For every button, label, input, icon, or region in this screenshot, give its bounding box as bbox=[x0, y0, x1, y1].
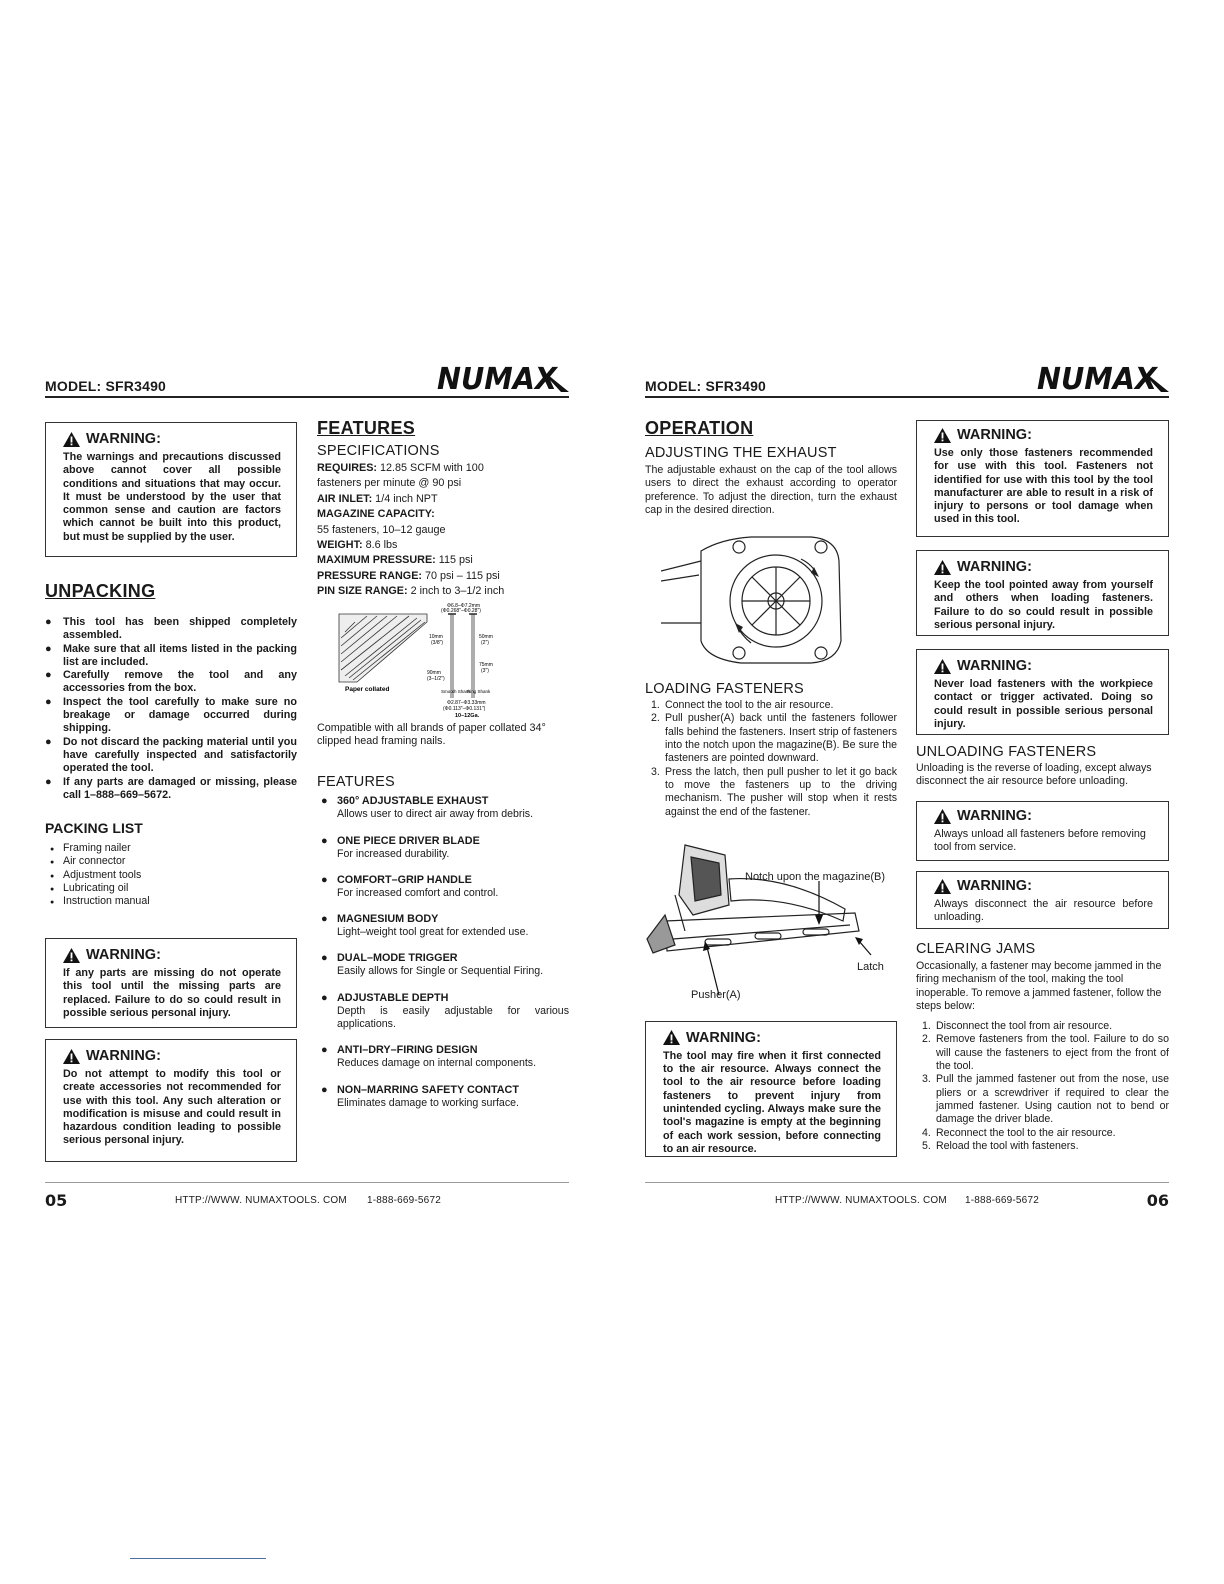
jams-text: Occasionally, a fastener may become jammed in the firing mechanism of the tool, making the tool inoperable. To remove a jammed fastener, follow the steps below: bbox=[916, 960, 1162, 1012]
nail-label: Φ6.8–Φ7.2mm bbox=[447, 602, 480, 609]
list-item: 1. Disconnect the tool from air resource. bbox=[922, 1020, 1113, 1033]
section-title-specifications: SPECIFICATIONS bbox=[317, 443, 440, 459]
list-item: ● Carefully remove the tool and any accessories from the box. bbox=[45, 669, 297, 696]
warning-box-missing-parts bbox=[45, 938, 297, 1028]
exhaust-cap-illustration bbox=[661, 531, 871, 669]
list-item: ● Lubricating oil bbox=[45, 882, 297, 895]
feature-item: ● NON–MARRING SAFETY CONTACT Eliminates damage to working surface. bbox=[317, 1084, 569, 1110]
warning-icon bbox=[63, 1049, 80, 1064]
warning-icon bbox=[934, 560, 951, 575]
loading-steps bbox=[645, 699, 897, 819]
warning-text: Do not attempt to modify this tool or create accessories not recommended for use with this tool. Any such alteration or modification is misuse and could result in hazardous condition leading to possible serious personal injury. bbox=[63, 1068, 281, 1147]
phone-number: 1-888-669-5672 bbox=[965, 1195, 1039, 1206]
warning-icon bbox=[934, 428, 951, 443]
section-title-loading-fasteners: LOADING FASTENERS bbox=[645, 681, 804, 698]
nail-label: (2") bbox=[481, 639, 489, 646]
clearing-jams-section bbox=[916, 941, 1169, 1153]
list-item: ● This tool has been shipped completely assembled. bbox=[45, 616, 297, 643]
warning-title: WARNING: bbox=[86, 431, 161, 447]
warning-box-disconnect bbox=[916, 871, 1169, 929]
warning-box-never-load bbox=[916, 649, 1169, 735]
website-link[interactable]: HTTP://WWW. NUMAXTOOLS. COM bbox=[775, 1195, 947, 1206]
feature-item: ● MAGNESIUM BODY Light–weight tool great for extended use. bbox=[317, 913, 569, 939]
feature-item: ● ADJUSTABLE DEPTH Depth is easily adjustable for various applications. bbox=[317, 992, 569, 1032]
spec-row: MAXIMUM PRESSURE: 115 psi bbox=[317, 554, 473, 567]
feature-item: ● DUAL–MODE TRIGGER Easily allows for Single or Sequential Firing. bbox=[317, 952, 569, 978]
page-footer bbox=[645, 1182, 1169, 1213]
section-title-packing-list: PACKING LIST bbox=[45, 820, 143, 837]
feature-item: ● 360° ADJUSTABLE EXHAUST Allows user to direct air away from debris. bbox=[317, 795, 569, 821]
list-item: 3. Press the latch, then pull pusher to let it go back to move the fasteners up to the driving mechanism. The pusher will stop when it rests against the end of the fastener. bbox=[651, 765, 897, 818]
nail-diagram bbox=[317, 602, 569, 718]
spec-row: REQUIRES: 12.85 SCFM with 100 bbox=[317, 462, 484, 474]
nail-label: Φ2.87–Φ3.33mm bbox=[447, 699, 486, 706]
feature-item: ● ANTI–DRY–FIRING DESIGN Reduces damage on internal components. bbox=[317, 1044, 569, 1070]
spec-row: WEIGHT: 8.6 lbs bbox=[317, 539, 398, 552]
nail-label: (3–1/2") bbox=[427, 675, 445, 682]
spec-row: 55 fasteners, 10–12 gauge bbox=[317, 523, 446, 536]
list-item: ● Make sure that all items listed in the packing list are included. bbox=[45, 643, 297, 670]
warning-box-recommended-fasteners bbox=[916, 420, 1169, 537]
exhaust-text: The adjustable exhaust on the cap of the tool allows users to direct the exhaust according to operator preference. To adjust the direction, turn the exhaust cap in the desired direction. bbox=[645, 464, 897, 516]
warning-text: The tool may fire when it first connected to the air resource. Always connect the tool to the air resource before loading fasteners to prevent injury from unintended cycling. Always make sure the tool's magazine is empty at the beginning of each work session, before connecting to an air resource. bbox=[663, 1049, 881, 1155]
page-number: 05 bbox=[45, 1191, 68, 1210]
warning-box-pointed-away bbox=[916, 550, 1169, 636]
numax-logo bbox=[1037, 362, 1169, 396]
website-link[interactable]: HTTP://WWW. NUMAXTOOLS. COM bbox=[175, 1195, 347, 1206]
svg-text:NUMAX: NUMAX bbox=[437, 362, 559, 396]
nail-label: 75mm bbox=[479, 661, 493, 668]
list-item: ● Framing nailer bbox=[45, 842, 297, 855]
latch-label: Latch bbox=[857, 960, 884, 973]
list-item: 3. Pull the jammed fastener out from the nose, use pliers or a screwdriver if required to clear the jammed fastener. Using caution not to bend or damage the driver blade. bbox=[922, 1073, 1169, 1126]
model-label: MODEL: SFR3490 bbox=[45, 378, 167, 394]
warning-box-fire bbox=[645, 1021, 897, 1157]
numax-logo bbox=[437, 362, 569, 396]
nail-label: (3/8") bbox=[431, 639, 444, 646]
page-06 bbox=[645, 360, 1169, 1210]
nail-label: 10–12Ga. bbox=[455, 712, 480, 718]
jams-steps bbox=[916, 1020, 1169, 1153]
warning-icon bbox=[934, 879, 951, 894]
warning-title: WARNING: bbox=[686, 1029, 761, 1046]
nail-label: 90mm bbox=[427, 669, 441, 676]
page-footer bbox=[45, 1182, 569, 1213]
spec-row: fasteners per minute @ 90 psi bbox=[317, 477, 462, 490]
warning-title: WARNING: bbox=[957, 808, 1032, 824]
warning-icon bbox=[934, 809, 951, 824]
feature-item: ● COMFORT–GRIP HANDLE For increased comfort and control. bbox=[317, 874, 569, 900]
unloading-text: Unloading is the reverse of loading, except always disconnect the air resource before unloading. bbox=[916, 762, 1152, 788]
page-number: 06 bbox=[1146, 1191, 1169, 1210]
unloading-section bbox=[916, 744, 1169, 789]
list-item: ● Adjustment tools bbox=[45, 869, 297, 882]
nail-label: (Φ0.113"–Φ0.131") bbox=[443, 705, 486, 712]
svg-text:NUMAX: NUMAX bbox=[1037, 362, 1159, 396]
model-label: MODEL: SFR3490 bbox=[645, 378, 767, 394]
list-item: 5. Reload the tool with fasteners. bbox=[922, 1139, 1079, 1152]
warning-icon bbox=[934, 659, 951, 674]
list-item: ● Instruction manual bbox=[45, 895, 297, 908]
spec-row: PRESSURE RANGE: 70 psi – 115 psi bbox=[317, 569, 500, 582]
list-item: ● If any parts are damaged or missing, please call 1–888–669–5672. bbox=[45, 776, 297, 803]
nail-label: 50mm bbox=[479, 633, 493, 640]
notch-label: Notch upon the magazine(B) bbox=[745, 870, 886, 883]
page-header bbox=[45, 360, 569, 398]
list-item: 2. Remove fasteners from the tool. Failure to do so will cause the fasteners to eject from the front of the tool. bbox=[922, 1033, 1169, 1073]
warning-text: Use only those fasteners recommended for use with this tool. Fasteners not identified for use with this tool by the tool manufacturer are able to result in a risk of injury to persons or tool damage when used in this tool. bbox=[934, 447, 1153, 526]
warning-title: WARNING: bbox=[957, 559, 1032, 575]
warning-text: The warnings and precautions discussed above cannot cover all possible conditions and situations that may occur. It must be understood by the user that common sense and caution are factors which cannot be built into this product, but must be supplied by the user. bbox=[63, 451, 281, 543]
warning-box-precautions bbox=[45, 422, 297, 557]
section-title-features-list: FEATURES bbox=[317, 774, 395, 791]
section-title-unloading-fasteners: UNLOADING FASTENERS bbox=[916, 744, 1097, 760]
warning-icon bbox=[663, 1030, 680, 1045]
spec-row: PIN SIZE RANGE: 2 inch to 3–1/2 inch bbox=[317, 585, 505, 598]
warning-title: WARNING: bbox=[86, 947, 161, 963]
warning-text: Never load fasteners with the workpiece contact or trigger activated. Doing so could result in possible serious personal injury. bbox=[934, 678, 1153, 730]
warning-text: Always disconnect the air resource before unloading. bbox=[934, 898, 1153, 924]
specifications-list bbox=[317, 461, 569, 600]
nail-label: (Φ0.268"–Φ0.28") bbox=[441, 607, 481, 614]
nail-label: Smooth Shank bbox=[441, 688, 471, 694]
nailer-illustration bbox=[645, 835, 897, 1015]
warning-text: If any parts are missing do not operate this tool until the missing parts are replaced. Failure to do so could result in possible serious personal injury. bbox=[63, 967, 281, 1019]
warning-text: Always unload all fasteners before removing tool from service. bbox=[934, 828, 1146, 854]
warning-box-modify bbox=[45, 1039, 297, 1162]
section-title-operation: OPERATION bbox=[645, 418, 754, 438]
pusher-label: Pusher(A) bbox=[691, 988, 741, 1001]
section-title-adjusting-exhaust: ADJUSTING THE EXHAUST bbox=[645, 445, 837, 461]
list-item: 4. Reconnect the tool to the air resource. bbox=[922, 1126, 1116, 1139]
phone-number: 1-888-669-5672 bbox=[367, 1195, 441, 1206]
warning-title: WARNING: bbox=[957, 878, 1032, 894]
nail-label: 10mm bbox=[429, 633, 443, 640]
warning-text: Keep the tool pointed away from yourself and others when loading fasteners. Failure to do so could result in possible serious personal injury. bbox=[934, 579, 1153, 631]
feature-item: ● ONE PIECE DRIVER BLADE For increased durability. bbox=[317, 835, 569, 861]
list-item: ● Air connector bbox=[45, 855, 297, 868]
spec-row: MAGAZINE CAPACITY: bbox=[317, 508, 435, 521]
warning-title: WARNING: bbox=[957, 658, 1032, 674]
section-title-clearing-jams: CLEARING JAMS bbox=[916, 941, 1036, 957]
page-header bbox=[645, 360, 1169, 398]
list-item: ● Do not discard the packing material until you have carefully inspected and satisfactorily operated the tool. bbox=[45, 736, 297, 776]
nail-label: Paper collated bbox=[345, 685, 390, 693]
page-05 bbox=[45, 360, 569, 1210]
compatibility-note: Compatible with all brands of paper collated 34° clipped head framing nails. bbox=[317, 721, 546, 747]
nail-label: Ring Shank bbox=[467, 688, 491, 694]
nail-label: (3") bbox=[481, 667, 489, 674]
list-item: 2. Pull pusher(A) back until the fasteners follower falls behind the fasteners. Insert strip of fasteners into the notch upon the magazine(B). Be sure the fasteners are pointed downward. bbox=[651, 712, 897, 765]
features-list bbox=[317, 795, 569, 1110]
warning-icon bbox=[63, 432, 80, 447]
warning-title: WARNING: bbox=[957, 427, 1032, 443]
section-title-features: FEATURES bbox=[317, 418, 416, 438]
list-item: 1. Connect the tool to the air resource. bbox=[651, 699, 834, 712]
list-item: ● Inspect the tool carefully to make sure no breakage or damage occurred during shipping. bbox=[45, 696, 297, 736]
packing-list bbox=[45, 842, 297, 908]
link-underline bbox=[130, 1558, 266, 1559]
warning-icon bbox=[63, 948, 80, 963]
unpacking-list bbox=[45, 616, 297, 802]
warning-title: WARNING: bbox=[86, 1048, 161, 1064]
warning-box-unload-before-removing bbox=[916, 801, 1169, 861]
spec-row: AIR INLET: 1/4 inch NPT bbox=[317, 492, 438, 505]
section-title-unpacking: UNPACKING bbox=[45, 581, 156, 601]
